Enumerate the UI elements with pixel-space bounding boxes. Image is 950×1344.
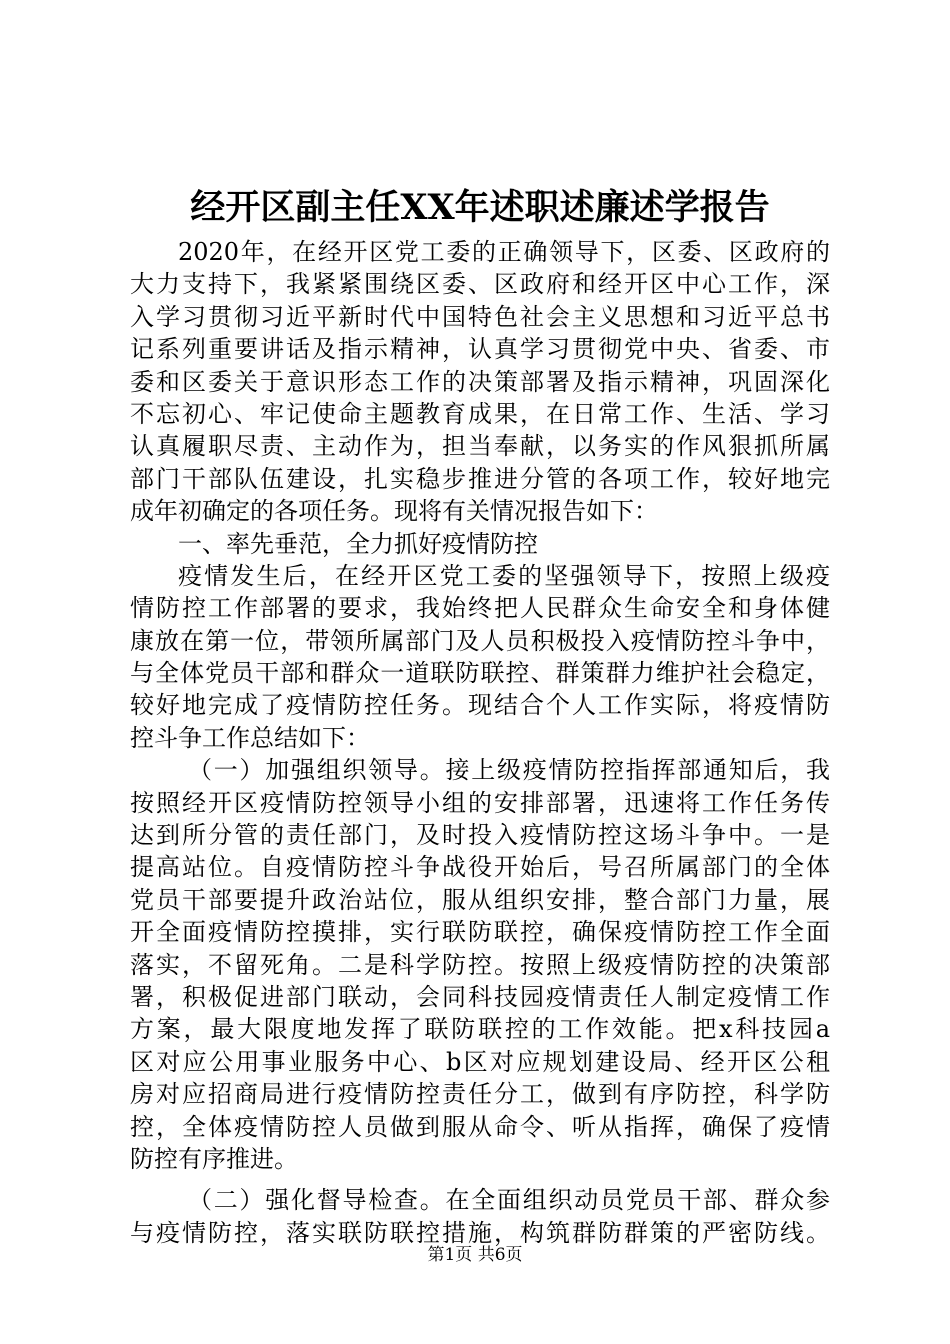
text-line: 委和区委关于意识形态工作的决策部署及指示精神，巩固深化 [130,367,830,396]
text-line: 按照经开区疫情防控领导小组的安排部署，迅速将工作任务传 [130,788,830,817]
text-line: 康放在第一位，带领所属部门及人员积极投入疫情防控斗争中， [130,626,830,655]
subsection-paragraph-start: （一）加强组织领导。接上级疫情防控指挥部通知后，我 [188,756,830,785]
text-line: 提高站位。自疫情防控斗争战役开始后，号召所属部门的全体 [130,853,830,882]
page-number-footer: 第1页 共6页 [427,1245,523,1265]
text-line: 不忘初心、牢记使命主题教育成果，在日常工作、生活、学习 [130,399,830,428]
text-line: 党员干部要提升政治站位，服从组织安排，整合部门力量，展 [130,885,830,914]
text-line: 防控有序推进。 [130,1144,298,1173]
text-line: 入学习贯彻习近平新时代中国特色社会主义思想和习近平总书 [130,302,830,331]
section-heading: 一、率先垂范，全力抓好疫情防控 [178,529,538,558]
text-line: 认真履职尽责、主动作为，担当奉献，以务实的作风狠抓所属 [130,432,830,461]
document-body [130,236,830,1249]
text-line: 大力支持下，我紧紧围绕区委、区政府和经开区中心工作，深 [130,270,830,299]
text-line: 房对应招商局进行疫情防控责任分工，做到有序防控，科学防 [130,1080,830,1109]
text-line: 控，全体疫情防控人员做到服从命令、听从指挥，确保了疫情 [130,1112,830,1141]
text-line: 记系列重要讲话及指示精神，认真学习贯彻党中央、省委、市 [130,335,830,364]
text-line: 情防控工作部署的要求，我始终把人民群众生命安全和身体健 [130,594,830,623]
text-line: 区对应公用事业服务中心、b区对应规划建设局、经开区公租 [130,1047,830,1076]
text-line: 署，积极促进部门联动，会同科技园疫情责任人制定疫情工作 [130,982,830,1011]
text-line: 成年初确定的各项任务。现将有关情况报告如下： [130,497,658,526]
text-line: 部门干部队伍建设，扎实稳步推进分管的各项工作，较好地完 [130,464,830,493]
text-line: 疫情发生后，在经开区党工委的坚强领导下，按照上级疫 [178,561,830,590]
text-line: 达到所分管的责任部门，及时投入疫情防控这场斗争中。一是 [130,821,830,850]
document-title: 经开区副主任XX年述职述廉述学报告 [190,187,770,228]
text-line: 与疫情防控，落实联防联控措施，构筑群防群策的严密防线。 [130,1218,830,1247]
text-line: 方案，最大限度地发挥了联防联控的工作效能。把x科技园a [130,1015,830,1044]
text-line: 控斗争工作总结如下： [130,723,370,752]
subsection-paragraph-start: （二）强化督导检查。在全面组织动员党员干部、群众参 [188,1186,830,1215]
text-line: 开全面疫情防控摸排，实行联防联控，确保疫情防控工作全面 [130,918,830,947]
text-line: 2020年，在经开区党工委的正确领导下，区委、区政府的 [178,238,830,266]
text-line: 较好地完成了疫情防控任务。现结合个人工作实际，将疫情防 [130,691,830,720]
text-line: 与全体党员干部和群众一道联防联控、群策群力维护社会稳定， [130,659,830,688]
text-line: 落实，不留死角。二是科学防控。按照上级疫情防控的决策部 [130,950,830,979]
